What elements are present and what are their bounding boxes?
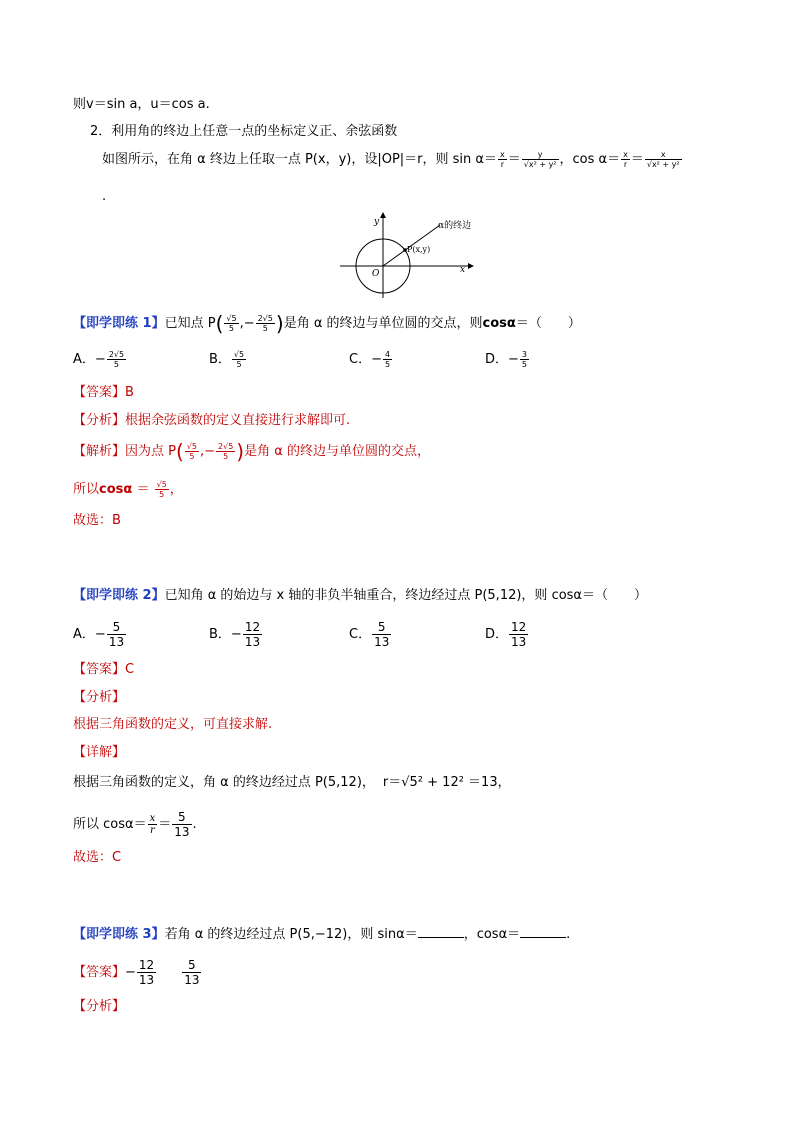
- intro-paragraph: 如图所示，在角 α 终边上任取一点 P(x，y)，设|OP|＝r，则 sin α＝ $\frac{x}{r}$ ＝ $\frac{y}{\text{√x² + y²}}$ ，cos α＝ $\frac{x}{r}$ ＝ $\frac{x}{\text{√x² + y²}}$: [102, 150, 680, 169]
- y-axis-arrow: [380, 212, 386, 218]
- ex3-tag: 【即学即练 3】: [73, 927, 165, 942]
- ex2-detail-tag: 【详解】: [73, 745, 126, 760]
- sin-frac-1: $\frac{x}{r}$: [499, 150, 505, 169]
- ex2-question: [73, 587, 647, 605]
- ex1-cos: cosα: [482, 316, 516, 331]
- ex2-detail: 根据三角函数的定义，角 α 的终边经过点 P(5,12)， r＝√5² + 12² ＝13，: [73, 775, 511, 790]
- ex1-analysis: 【分析】根据余弦函数的定义直接进行求解即可.: [73, 413, 351, 428]
- ex3-analysis-tag: 【分析】: [73, 999, 126, 1014]
- ex1-option-c: C．− $\frac{4}{5}$: [349, 350, 391, 369]
- intro-line-1: 则v＝sin a，u＝cos a.: [73, 97, 210, 112]
- section-heading: 2．利用角的终边上任意一点的坐标定义正、余弦函数: [90, 124, 398, 139]
- ex1-q-c: ＝（ ）: [515, 316, 581, 331]
- label-o: O: [372, 269, 380, 279]
- ex2-option-d: D． $\frac{12}{13}$: [485, 620, 527, 649]
- ex2-analysis-tag: 【分析】: [73, 690, 126, 705]
- ex2-so: 所以 cosα＝ $\frac{x}{r}$ ＝ $\frac{5}{13}$ .: [73, 810, 197, 839]
- ex2-r-value: r＝√5² + 12² ＝13，: [382, 775, 511, 790]
- ex3-answer: 【答案】− $\frac{12}{13}$ $\frac{5}{13}$: [73, 958, 200, 987]
- ex1-q-b: 是角 α 的终边与单位圆的交点，则: [283, 316, 483, 331]
- ex2-choose: 故选：C: [73, 850, 122, 865]
- para-text-a: 如图所示，在角 α 终边上任取一点 P(x，y)，设|OP|＝r，则 sin α＝: [102, 152, 497, 167]
- ex1-option-d: D．− $\frac{3}{5}$: [485, 350, 528, 369]
- label-p: P(x,y): [407, 245, 431, 254]
- label-y: y: [374, 217, 380, 227]
- ex2-option-a: A．− $\frac{5}{13}$: [73, 620, 125, 649]
- ex1-p-y: $\frac{2√5}{5}$: [257, 314, 273, 333]
- ex1-option-b: B． $\frac{√5}{5}$: [209, 350, 245, 369]
- ex2-tag: 【即学即练 2】: [73, 588, 165, 603]
- ex1-choose: 故选：B: [73, 513, 121, 528]
- ex3-blank-sin: [418, 925, 464, 938]
- ex2-option-b: B．− $\frac{12}{13}$: [209, 620, 261, 649]
- ex1-solution-2: 所以cosα ＝ $\frac{√5}{5}$ ，: [73, 480, 183, 499]
- ex2-q: 已知角 α 的始边与 x 轴的非负半轴重合，终边经过点 P(5,12)，则 cosα＝（ ）: [164, 588, 648, 603]
- sin-frac-2: $\frac{y}{\text{√x² + y²}}$: [523, 150, 557, 169]
- ex2-analysis: 根据三角函数的定义，可直接求解.: [73, 717, 273, 732]
- cos-frac-1: $\frac{x}{r}$: [623, 150, 628, 169]
- ex1-answer: 【答案】B: [73, 385, 134, 400]
- label-terminal-side: α的终边: [438, 221, 472, 231]
- unit-circle-figure: [340, 210, 480, 300]
- ex1-option-a: A．− $\frac{2√5}{5}$: [73, 350, 125, 369]
- ex3-blank-cos: [520, 925, 566, 938]
- ex1-q-a: 已知点 P: [164, 316, 216, 331]
- label-x: x: [460, 265, 466, 275]
- ex3-question: 【即学即练 3】若角 α 的终边经过点 P(5,−12)，则 sinα＝ ，cosα＝ .: [73, 927, 571, 942]
- para-text-b: ，cos α＝: [559, 152, 621, 167]
- ex2-answer: 【答案】C: [73, 662, 135, 677]
- ex2-option-c: C． $\frac{5}{13}$: [349, 620, 390, 649]
- ex1-question: 【即学即练 1】已知点 P( $\frac{√5}{5}$ ,− $\frac{2√5}{5}$ )是角 α 的终边与单位圆的交点，则cosα＝（ ）: [73, 311, 581, 336]
- ex1-p-x: $\frac{√5}{5}$: [226, 314, 237, 333]
- ex1-solution: 【解析】因为点 P( $\frac{√5}{5}$ ,− $\frac{2√5}{5}$ )是角 α 的终边与单位圆的交点，: [73, 439, 430, 464]
- x-axis-arrow: [468, 263, 474, 269]
- ex1-tag: 【即学即练 1】: [73, 316, 165, 331]
- cos-frac-2: $\frac{x}{\text{√x² + y²}}$: [646, 150, 680, 169]
- para-dot: .: [102, 189, 107, 204]
